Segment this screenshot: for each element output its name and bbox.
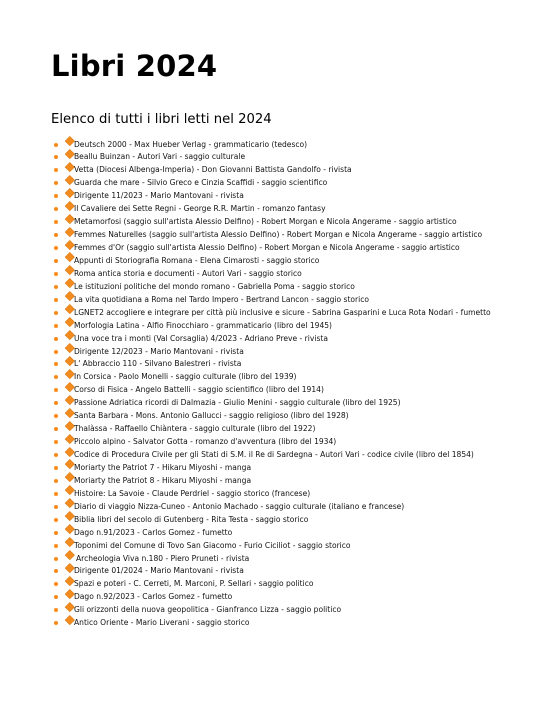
book-entry-text: LGNET2 accogliere e integrare per città più inclusive e sicure - Sabrina Gasparini e Luca Rota Nodari - fumetto [74, 307, 491, 317]
bullet-icon [54, 143, 58, 147]
bullet-icon [54, 220, 58, 224]
bullet-icon [54, 311, 58, 315]
orange-diamond-icon [65, 344, 73, 352]
page-title: Libri 2024 [51, 49, 218, 83]
book-entry-text: Roma antica storia e documenti - Autori Vari - saggio storico [74, 268, 302, 278]
book-entry-text: Santa Barbara - Mons. Antonio Gallucci - saggio religioso (libro del 1928) [74, 411, 349, 421]
orange-diamond-icon [65, 616, 73, 624]
book-entry-text: Una voce tra i monti (Val Corsaglia) 4/2023 - Adriano Preve - rivista [74, 333, 328, 343]
bullet-icon [54, 479, 58, 483]
book-entry-text: Morfologia Latina - Alfio Finocchiaro - grammaticario (libro del 1945) [74, 320, 332, 330]
bullet-icon [54, 427, 58, 431]
book-entry-text: Le istituzioni politiche del mondo romano - Gabriella Poma - saggio storico [74, 281, 355, 291]
bullet-icon [54, 595, 58, 599]
bullet-icon [54, 608, 58, 612]
book-entry-text: Dago n.91/2023 - Carlos Gomez - fumetto [74, 527, 233, 537]
book-entry-text: Metamorfosi (saggio sull'artista Alessio Delfino) - Robert Morgan e Nicola Angerame - saggio artistico [74, 217, 457, 227]
book-entry-text: Femmes Naturelles (saggio sull'artista Alessio Delfino) - Robert Morgan e Nicola Angerame - saggio artistico [74, 230, 483, 240]
bullet-icon [54, 272, 58, 276]
bullet-icon [54, 582, 58, 586]
orange-diamond-icon [65, 447, 73, 455]
book-entry-text: Biblia libri del secolo di Gutenberg - Rita Testa - saggio storico [74, 514, 309, 524]
orange-diamond-icon [65, 150, 73, 158]
orange-diamond-icon [65, 227, 73, 235]
bullet-icon [54, 285, 58, 289]
orange-diamond-icon [65, 292, 73, 300]
bullet-icon [54, 246, 58, 250]
book-entry-text: Beallu Buinzan - Autori Vari - saggio culturale [74, 152, 246, 162]
orange-diamond-icon [65, 357, 73, 365]
bullet-icon [54, 453, 58, 457]
bullet-icon [54, 259, 58, 263]
book-entry-text: Dago n.92/2023 - Carlos Gomez - fumetto [74, 592, 233, 602]
bullet-icon [54, 233, 58, 237]
orange-diamond-icon [65, 525, 73, 533]
orange-diamond-icon [65, 279, 73, 287]
orange-diamond-icon [65, 189, 73, 197]
orange-diamond-icon [65, 383, 73, 391]
book-entry-text: Deutsch 2000 - Max Hueber Verlag - grammaticario (tedesco) [74, 139, 308, 149]
book-entry-text: Dirigente 11/2023 - Mario Mantovani - rivista [74, 191, 244, 201]
orange-diamond-icon [65, 486, 73, 494]
orange-diamond-icon [65, 318, 73, 326]
book-entry-text: Histoire: La Savoie - Claude Perdriel - saggio storico (francese) [74, 488, 311, 498]
book-entry-text: Vetta (Diocesi Albenga-Imperia) - Don Giovanni Battista Gandolfo - rivista [74, 165, 352, 175]
orange-diamond-icon [65, 421, 73, 429]
page-subtitle: Elenco di tutti i libri letti nel 2024 [51, 112, 272, 127]
orange-diamond-icon [65, 163, 73, 171]
bullet-icon [54, 337, 58, 341]
orange-diamond-icon [65, 409, 73, 417]
bullet-icon [54, 621, 58, 625]
book-entry-text: L' Abbraccio 110 - Silvano Balestreri - rivista [74, 359, 242, 369]
orange-diamond-icon [65, 564, 73, 572]
book-entry-text: Gli orizzonti della nuova geopolitica - Gianfranco Lizza - saggio politico [74, 605, 342, 615]
book-entry-text: Femmes d'Or (saggio sull'artista Alessio Delfino) - Robert Morgan e Nicola Angerame - saggio artistico [74, 243, 460, 252]
orange-diamond-icon [65, 538, 73, 546]
book-entry-text: Moriarty the Patriot 7 - Hikaru Miyoshi - manga [74, 462, 252, 472]
bullet-icon [54, 388, 58, 392]
orange-diamond-icon [65, 499, 73, 507]
orange-diamond-icon [65, 137, 73, 145]
orange-diamond-icon [65, 473, 73, 481]
bullet-icon [54, 194, 58, 198]
book-entry-text: In Corsica - Paolo Monelli - saggio culturale (libro del 1939) [74, 372, 297, 382]
book-entry-text: Archeologia Viva n.180 - Piero Pruneti - rivista [76, 553, 250, 563]
bullet-icon [54, 544, 58, 548]
bullet-icon [54, 466, 58, 470]
bullet-icon [54, 505, 58, 509]
book-entry-text: Antico Oriente - Mario Liverani - saggio storico [74, 618, 250, 628]
book-entry-text: Thalàssa - Raffaello Chiàntera - saggio culturale (libro del 1922) [74, 424, 316, 434]
bullet-icon [54, 557, 58, 561]
bullet-icon [54, 207, 58, 211]
orange-diamond-icon [65, 460, 73, 468]
bullet-icon [54, 375, 58, 379]
bullet-icon [54, 362, 58, 366]
book-entry-text: Moriarty the Patriot 8 - Hikaru Miyoshi - manga [74, 475, 252, 485]
orange-diamond-icon [65, 434, 73, 442]
bullet-icon [54, 401, 58, 405]
bullet-icon [54, 181, 58, 185]
bullet-icon [54, 350, 58, 354]
book-entry-text: Piccolo alpino - Salvator Gotta - romanzo d'avventura (libro del 1934) [74, 437, 337, 447]
bullet-icon [54, 569, 58, 573]
orange-diamond-icon [65, 305, 73, 313]
bullet-icon [54, 440, 58, 444]
orange-diamond-icon [65, 331, 73, 339]
bullet-icon [54, 324, 58, 328]
book-entry-text: Spazi e poteri - C. Cerreti, M. Marconi, P. Sellari - saggio politico [74, 579, 314, 589]
orange-diamond-icon [65, 266, 73, 274]
orange-diamond-icon [65, 370, 73, 378]
orange-diamond-icon [65, 214, 73, 222]
orange-diamond-icon [65, 240, 73, 248]
book-entry-text: Passione Adriatica ricordi di Dalmazia - Giulio Menini - saggio culturale (libro del 1925) [74, 398, 401, 408]
orange-diamond-icon [65, 253, 73, 261]
bullet-icon [54, 155, 58, 159]
book-entry-text: Guarda che mare - Silvio Greco e Cinzia Scaffidi - saggio scientifico [74, 178, 328, 188]
bullet-icon [54, 531, 58, 535]
book-entry-text: Il Cavaliere dei Sette Regni - George R.R. Martin - romanzo fantasy [74, 204, 326, 214]
orange-diamond-icon [65, 396, 73, 404]
orange-diamond-icon [65, 603, 73, 611]
orange-diamond-icon [65, 551, 73, 559]
book-entry-text: Toponimi del Comune di Tovo San Giacomo - Furio Ciciliot - saggio storico [74, 540, 351, 550]
orange-diamond-icon [65, 512, 73, 520]
bullet-icon [54, 414, 58, 418]
book-entry-text: Appunti di Storiografia Romana - Elena Cimarosti - saggio storico [74, 255, 320, 265]
bullet-icon [54, 298, 58, 302]
bullet-icon [54, 168, 58, 172]
book-entry-text: La vita quotidiana a Roma nel Tardo Impero - Bertrand Lancon - saggio storico [74, 294, 370, 304]
book-entry-text: Dirigente 01/2024 - Mario Mantovani - rivista [74, 566, 244, 576]
orange-diamond-icon [65, 577, 73, 585]
book-entry-text: Codice di Procedura Civile per gli Stati di S.M. il Re di Sardegna - Autori Vari - codice civile (libro del 1854) [74, 450, 474, 459]
book-entry-text: Corso di Fisica - Angelo Battelli - saggio scientifico (libro del 1914) [74, 385, 324, 395]
bullet-icon [54, 518, 58, 522]
book-entry-text: Dirigente 12/2023 - Mario Mantovani - rivista [74, 346, 244, 356]
orange-diamond-icon [65, 176, 73, 184]
book-entry-text: Diario di viaggio Nizza-Cuneo - Antonio Machado - saggio culturale (italiano e francese) [74, 501, 405, 511]
bullet-icon [54, 492, 58, 496]
orange-diamond-icon [65, 202, 73, 210]
orange-diamond-icon [65, 590, 73, 598]
